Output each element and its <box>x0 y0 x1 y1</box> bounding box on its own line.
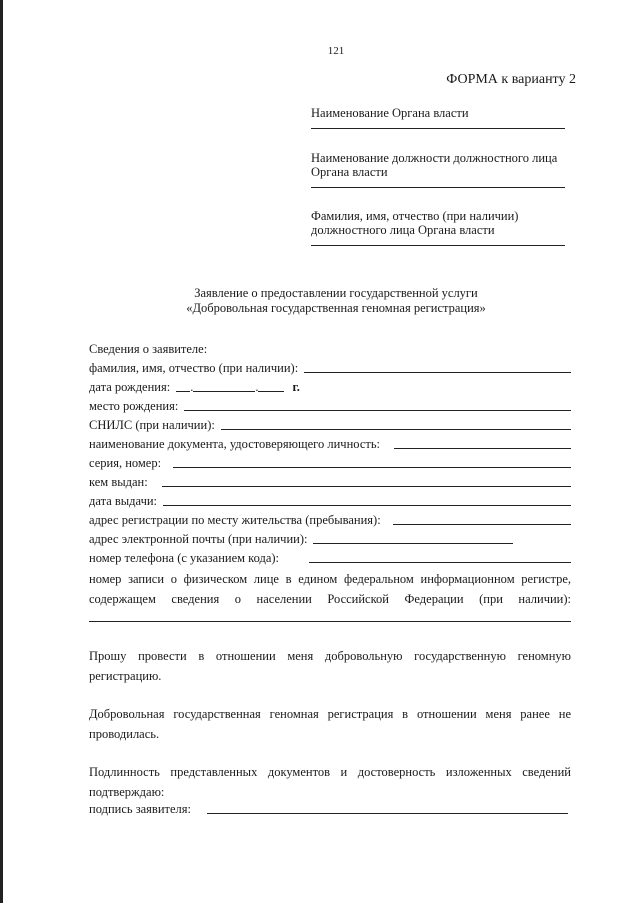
title-line2: «Добровольная государственная геномная регистрация» <box>186 301 486 315</box>
confirm-line2: подтверждаю: <box>89 785 165 799</box>
email-label: адрес электронной почты (при наличии): <box>89 532 308 546</box>
request-line2: регистрацию. <box>89 669 162 683</box>
confirm-paragraph <box>89 762 571 802</box>
issued-by-row <box>89 471 571 490</box>
dob-day-field[interactable] <box>176 391 190 392</box>
issued-by-label: кем выдан: <box>89 475 148 489</box>
email-field[interactable] <box>313 543 513 544</box>
official-name-label-line1: Фамилия, имя, отчество (при наличии) <box>311 209 519 223</box>
official-name-fill-line[interactable] <box>311 245 565 246</box>
snils-label: СНИЛС (при наличии): <box>89 418 215 432</box>
series-field[interactable] <box>173 467 571 468</box>
fio-row <box>89 357 571 376</box>
title-line1: Заявление о предоставлении государственной услуги <box>194 286 478 300</box>
series-row <box>89 452 571 471</box>
request-line1: Прошу провести в отношении меня добровольную государственную геномную <box>89 649 571 663</box>
issue-date-row <box>89 490 571 509</box>
position-label-line1: Наименование должности должностного лица <box>311 151 558 165</box>
signature-field[interactable] <box>207 813 568 814</box>
phone-row <box>89 547 571 566</box>
not-done-line2: проводилась. <box>89 727 160 741</box>
scan-edge <box>0 0 3 903</box>
issue-date-label: дата выдачи: <box>89 494 158 508</box>
registry-field[interactable] <box>89 621 571 622</box>
reg-address-label: адрес регистрации по месту жительства (пребывания): <box>89 513 381 527</box>
position-label-line2: Органа власти <box>311 165 388 179</box>
confirm-line1: Подлинность представленных документов и достоверность изложенных сведений <box>89 765 571 779</box>
dob-label: дата рождения: <box>89 380 171 394</box>
dob-year-field[interactable] <box>258 391 284 392</box>
official-name-label-line2: должностного лица Органа власти <box>311 223 495 237</box>
birthplace-field[interactable] <box>184 410 571 411</box>
email-row <box>89 528 571 547</box>
birthplace-row <box>89 395 571 414</box>
signature-row <box>89 798 571 817</box>
id-doc-field[interactable] <box>394 448 571 449</box>
reg-address-row <box>89 509 571 528</box>
not-done-paragraph <box>89 704 571 744</box>
authority-label: Наименование Органа власти <box>311 106 469 120</box>
not-done-line1: Добровольная государственная геномная регистрация в отношении меня ранее не <box>89 707 571 721</box>
addressee-name <box>311 209 569 246</box>
snils-field[interactable] <box>221 429 571 430</box>
dob-year-suffix: г. <box>292 380 300 394</box>
registry-line2: содержащем сведения о населении Российской Федерации (при наличии): <box>89 592 571 606</box>
issue-date-field[interactable] <box>163 505 571 506</box>
form-reference: ФОРМА к варианту 2 <box>446 72 576 87</box>
applicant-heading: Сведения о заявителе: <box>89 342 208 356</box>
fio-label: фамилия, имя, отчество (при наличии): <box>89 361 299 375</box>
position-fill-line[interactable] <box>311 187 565 188</box>
birthplace-label: место рождения: <box>89 399 179 413</box>
snils-row <box>89 414 571 433</box>
id-doc-row <box>89 433 571 452</box>
signature-label: подпись заявителя: <box>89 802 191 816</box>
id-doc-label: наименование документа, удостоверяющего личность: <box>89 437 381 451</box>
request-paragraph <box>89 646 571 686</box>
reg-address-field[interactable] <box>393 524 571 525</box>
applicant-fields <box>89 338 571 566</box>
issued-by-field[interactable] <box>162 486 571 487</box>
addressee-position <box>311 151 569 188</box>
registry-record <box>89 569 571 609</box>
registry-line1: номер записи о физическом лице в едином федеральном информационном регистре, <box>89 572 571 586</box>
phone-label: номер телефона (с указанием кода): <box>89 551 280 565</box>
application-title <box>0 286 640 316</box>
authority-fill-line[interactable] <box>311 128 565 129</box>
dob-row: дата рождения: . . г. <box>89 380 300 394</box>
addressee-authority <box>311 106 569 129</box>
dob-month-field[interactable] <box>193 391 255 392</box>
phone-field[interactable] <box>309 562 571 563</box>
fio-field[interactable] <box>304 372 571 373</box>
series-label: серия, номер: <box>89 456 162 470</box>
page-number: 121 <box>327 45 345 57</box>
